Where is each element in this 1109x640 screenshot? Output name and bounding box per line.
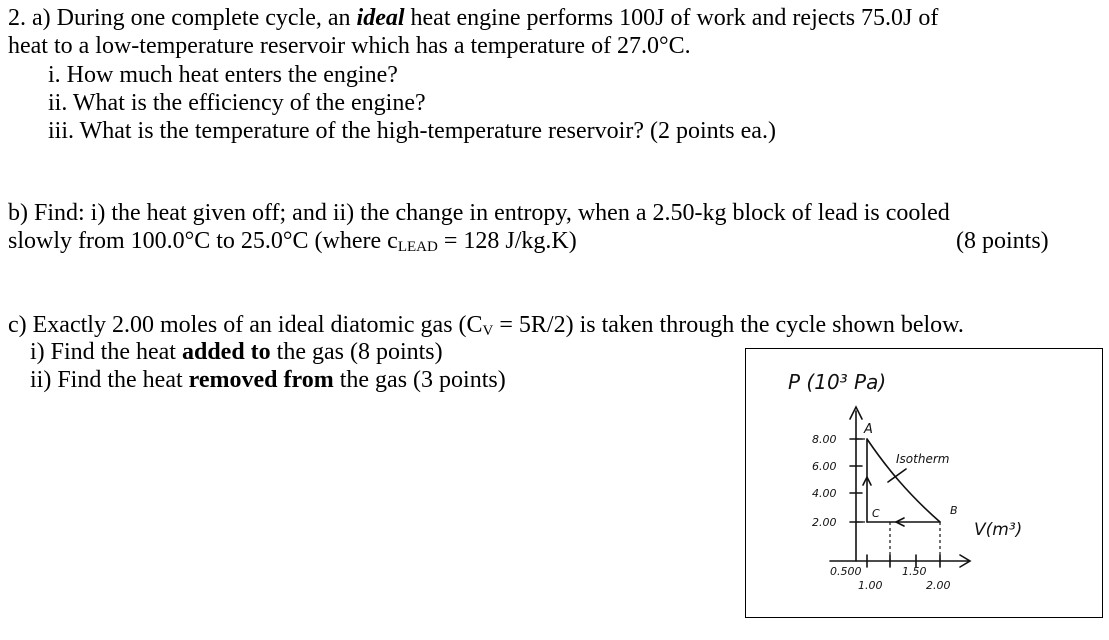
point-b-label: B (950, 504, 958, 517)
part-c-q1-pre: i) Find the heat (30, 339, 182, 365)
y-tick-2: 2.00 (812, 516, 837, 529)
pv-diagram-frame (745, 348, 1103, 618)
part-b-line2-text: slowly from 100.0°C to 25.0°C (where c (8, 228, 398, 254)
y-tick-4: 4.00 (812, 487, 837, 500)
part-c-q2-bold: removed from (188, 367, 334, 393)
part-c-line1-rest: = 5R/2) is taken through the cycle shown below. (493, 312, 964, 338)
part-c-question-1 (30, 338, 443, 366)
part-a-suffix: heat engine performs 100J of work and rejects 75.0J of (404, 5, 939, 31)
y-axis-label: P (10³ Pa) (788, 370, 887, 394)
part-b-line1: b) Find: i) the heat given off; and ii) the change in entropy, when a 2.50-kg block of lead is cooled (8, 200, 950, 226)
cv-subscript: V (482, 323, 494, 339)
part-b-points: (8 points) (956, 228, 1049, 254)
part-a-question-3: iii. What is the temperature of the high-temperature reservoir? (2 points ea.) (48, 118, 776, 144)
x-tick-2-00: 2.00 (926, 579, 951, 592)
part-b-line2 (8, 227, 577, 261)
part-a-line1 (8, 4, 938, 32)
x-tick-0-500: 0.500 (830, 565, 862, 578)
point-a-label: A (864, 422, 873, 437)
part-a-ideal-emphasis: ideal (356, 5, 405, 31)
part-c-q1-bold: added to (181, 339, 271, 365)
part-a-question-2: ii. What is the efficiency of the engine? (48, 90, 426, 116)
isotherm-label: Isotherm (896, 452, 950, 466)
part-a-question-1: i. How much heat enters the engine? (48, 62, 398, 88)
x-tick-1-50: 1.50 (902, 565, 927, 578)
part-a-line2: heat to a low-temperature reservoir which has a temperature of 27.0°C. (8, 33, 691, 59)
point-c-label: C (872, 507, 880, 520)
part-a-prefix: 2. a) During one complete cycle, an (8, 5, 357, 31)
x-tick-1-00: 1.00 (858, 579, 883, 592)
part-c-q2-pre: ii) Find the heat (30, 367, 189, 393)
part-c-q1-post: the gas (8 points) (270, 339, 443, 365)
y-tick-8: 8.00 (812, 433, 837, 446)
pv-diagram (746, 349, 1102, 617)
part-c-q2-post: the gas (3 points) (333, 367, 506, 393)
part-b-line2-rest: = 128 J/kg.K) (437, 228, 577, 254)
x-axis-label: V(m³) (974, 520, 1023, 540)
c-lead-subscript: LEAD (397, 239, 438, 255)
y-tick-6: 6.00 (812, 460, 837, 473)
part-c-line1-text: c) Exactly 2.00 moles of an ideal diatomic gas (C (8, 312, 483, 338)
part-c-question-2 (30, 366, 506, 394)
